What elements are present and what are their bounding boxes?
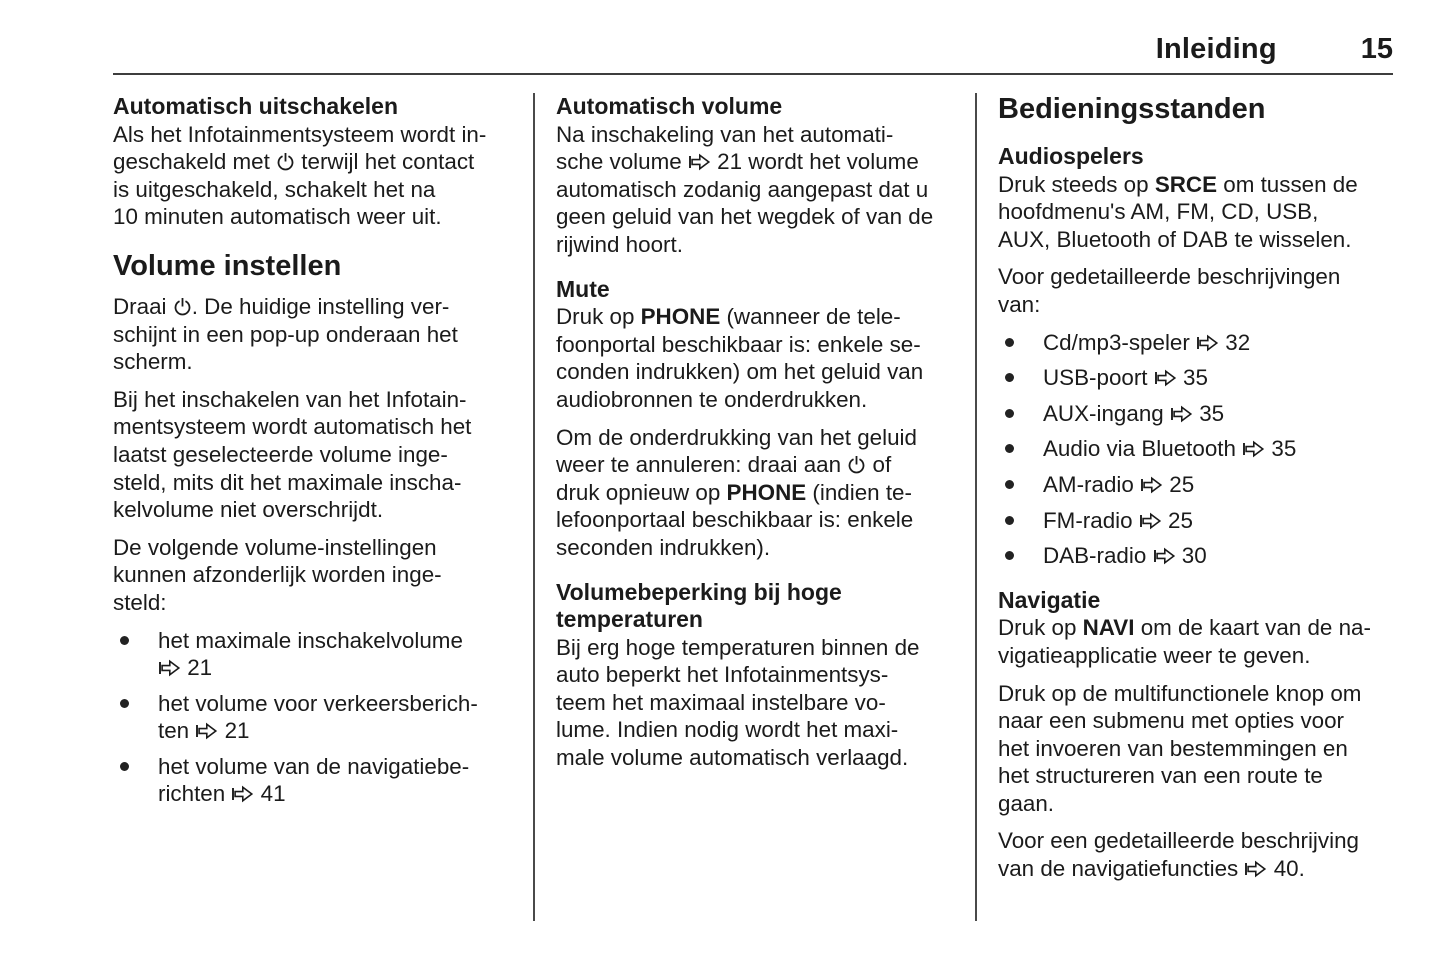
column-3 bbox=[975, 93, 1392, 921]
list-item: het volume van de navigatiebe- richten 41 bbox=[113, 753, 513, 808]
list-item: USB-poort 35 bbox=[998, 364, 1392, 392]
list-item: het volume voor verkeersberich- ten 21 bbox=[113, 690, 513, 745]
ref-arrow-icon bbox=[1196, 329, 1219, 357]
ref-arrow-icon bbox=[1153, 542, 1176, 570]
subsection-heading: Automatisch uitschakelen bbox=[113, 93, 399, 119]
list-item: het maximale inschakelvolume 21 bbox=[113, 627, 513, 682]
power-icon bbox=[847, 451, 866, 479]
list-item: AM-radio 25 bbox=[998, 471, 1392, 499]
ref-arrow-icon bbox=[1242, 435, 1265, 463]
subsection-heading: Mute bbox=[556, 275, 610, 302]
ref-arrow-icon bbox=[1139, 507, 1162, 535]
bullet-list bbox=[998, 329, 1392, 570]
page-title: Inleiding bbox=[1155, 33, 1277, 65]
bullet-marker bbox=[120, 762, 129, 771]
paragraph: Voor een gedetailleerde beschrijving van de navigatiefuncties 40. bbox=[998, 828, 1359, 882]
hard-key-label: NAVI bbox=[1082, 615, 1135, 641]
paragraph: Druk steeds op SRCE om tussen de hoofdmenu's AM, FM, CD, USB, AUX, Bluetooth of DAB te wisselen. bbox=[998, 171, 1358, 252]
column-2 bbox=[533, 93, 975, 921]
bullet-marker bbox=[1005, 409, 1014, 418]
paragraph: Om de onderdrukking van het geluid weer te annuleren: draai aan of druk opnieuw op PHONE (indien te- lefoonportaal beschikbaar is: enkele seconden indrukken). bbox=[556, 424, 917, 560]
paragraph: Bij het inschakelen van het Infotain- mentsysteem wordt automatisch het laatst geselecteerde volume inge- steld, mits dit het maximale inscha- kelvolume niet overschrijdt. bbox=[113, 386, 472, 523]
list-item: FM-radio 25 bbox=[998, 507, 1392, 535]
bullet-marker bbox=[1005, 373, 1014, 382]
hard-key-label: PHONE bbox=[640, 304, 721, 330]
bullet-list bbox=[113, 627, 513, 809]
ref-arrow-icon bbox=[688, 148, 711, 176]
paragraph: Bij erg hoge temperaturen binnen de auto beperkt het Infotainmentsys- teem het maximaal instelbare vo- lume. Indien nodig wordt het maxi- male volume automatisch verlaagd. bbox=[556, 634, 920, 771]
paragraph: Druk op de multifunctionele knop om naar een submenu met opties voor het invoeren van bestemmingen en het structureren van een route te gaan. bbox=[998, 680, 1362, 816]
bullet-marker bbox=[1005, 551, 1014, 560]
page-number: 15 bbox=[1360, 33, 1393, 65]
list-item: AUX-ingang 35 bbox=[998, 400, 1392, 428]
subsection-heading: Navigatie bbox=[998, 586, 1101, 613]
column-1 bbox=[113, 93, 533, 921]
page-header bbox=[113, 0, 1393, 75]
subsection-heading: Automatisch volume bbox=[556, 93, 783, 119]
ref-arrow-icon bbox=[1140, 471, 1163, 499]
list-item: Cd/mp3-speler 32 bbox=[998, 329, 1392, 357]
ref-arrow-icon bbox=[1154, 364, 1177, 392]
paragraph: Voor gedetailleerde beschrijvingen van: bbox=[998, 264, 1341, 317]
text-columns bbox=[113, 93, 1393, 921]
section-heading: Bedieningsstanden bbox=[998, 93, 1266, 125]
list-item: DAB-radio 30 bbox=[998, 542, 1392, 570]
paragraph: Na inschakeling van het automati- sche volume 21 wordt het volume automatisch zodanig aangepast dat u geen geluid van het wegdek of van de rijwind hoort. bbox=[556, 121, 934, 257]
ref-arrow-icon bbox=[1170, 400, 1193, 428]
paragraph: Druk op PHONE (wanneer de tele- foonportal beschikbaar is: enkele se- conden indrukken) om het geluid van audiobronnen te onderdrukken. bbox=[556, 304, 924, 412]
paragraph: De volgende volume-instellingen kunnen afzonderlijk worden inge- steld: bbox=[113, 534, 442, 615]
ref-arrow-icon bbox=[1244, 855, 1267, 883]
bullet-marker bbox=[1005, 516, 1014, 525]
bullet-marker bbox=[1005, 338, 1014, 347]
bullet-marker bbox=[1005, 480, 1014, 489]
section-heading: Volume instellen bbox=[113, 249, 342, 282]
list-item: Audio via Bluetooth 35 bbox=[998, 435, 1392, 463]
power-icon bbox=[173, 293, 192, 321]
paragraph: Draai . De huidige instelling ver- schijnt in een pop-up onderaan het scherm. bbox=[113, 293, 458, 375]
ref-arrow-icon bbox=[231, 780, 254, 808]
bullet-marker bbox=[120, 636, 129, 645]
bullet-marker bbox=[1005, 444, 1014, 453]
subsection-heading: Audiospelers bbox=[998, 143, 1144, 169]
subsection-heading: Volumebeperking bij hoge temperaturen bbox=[556, 578, 842, 633]
bullet-marker bbox=[120, 699, 129, 708]
hard-key-label: PHONE bbox=[726, 479, 807, 505]
power-icon bbox=[276, 148, 295, 176]
ref-arrow-icon bbox=[158, 654, 181, 682]
hard-key-label: SRCE bbox=[1154, 171, 1218, 197]
paragraph: Druk op NAVI om de kaart van de na- vigatieapplicatie weer te geven. bbox=[998, 615, 1371, 668]
ref-arrow-icon bbox=[195, 717, 218, 745]
paragraph: Als het Infotainmentsysteem wordt in- geschakeld met terwijl het contact is uitgeschakeld, schakelt het na 10 minuten automatisch weer uit. bbox=[113, 121, 487, 230]
